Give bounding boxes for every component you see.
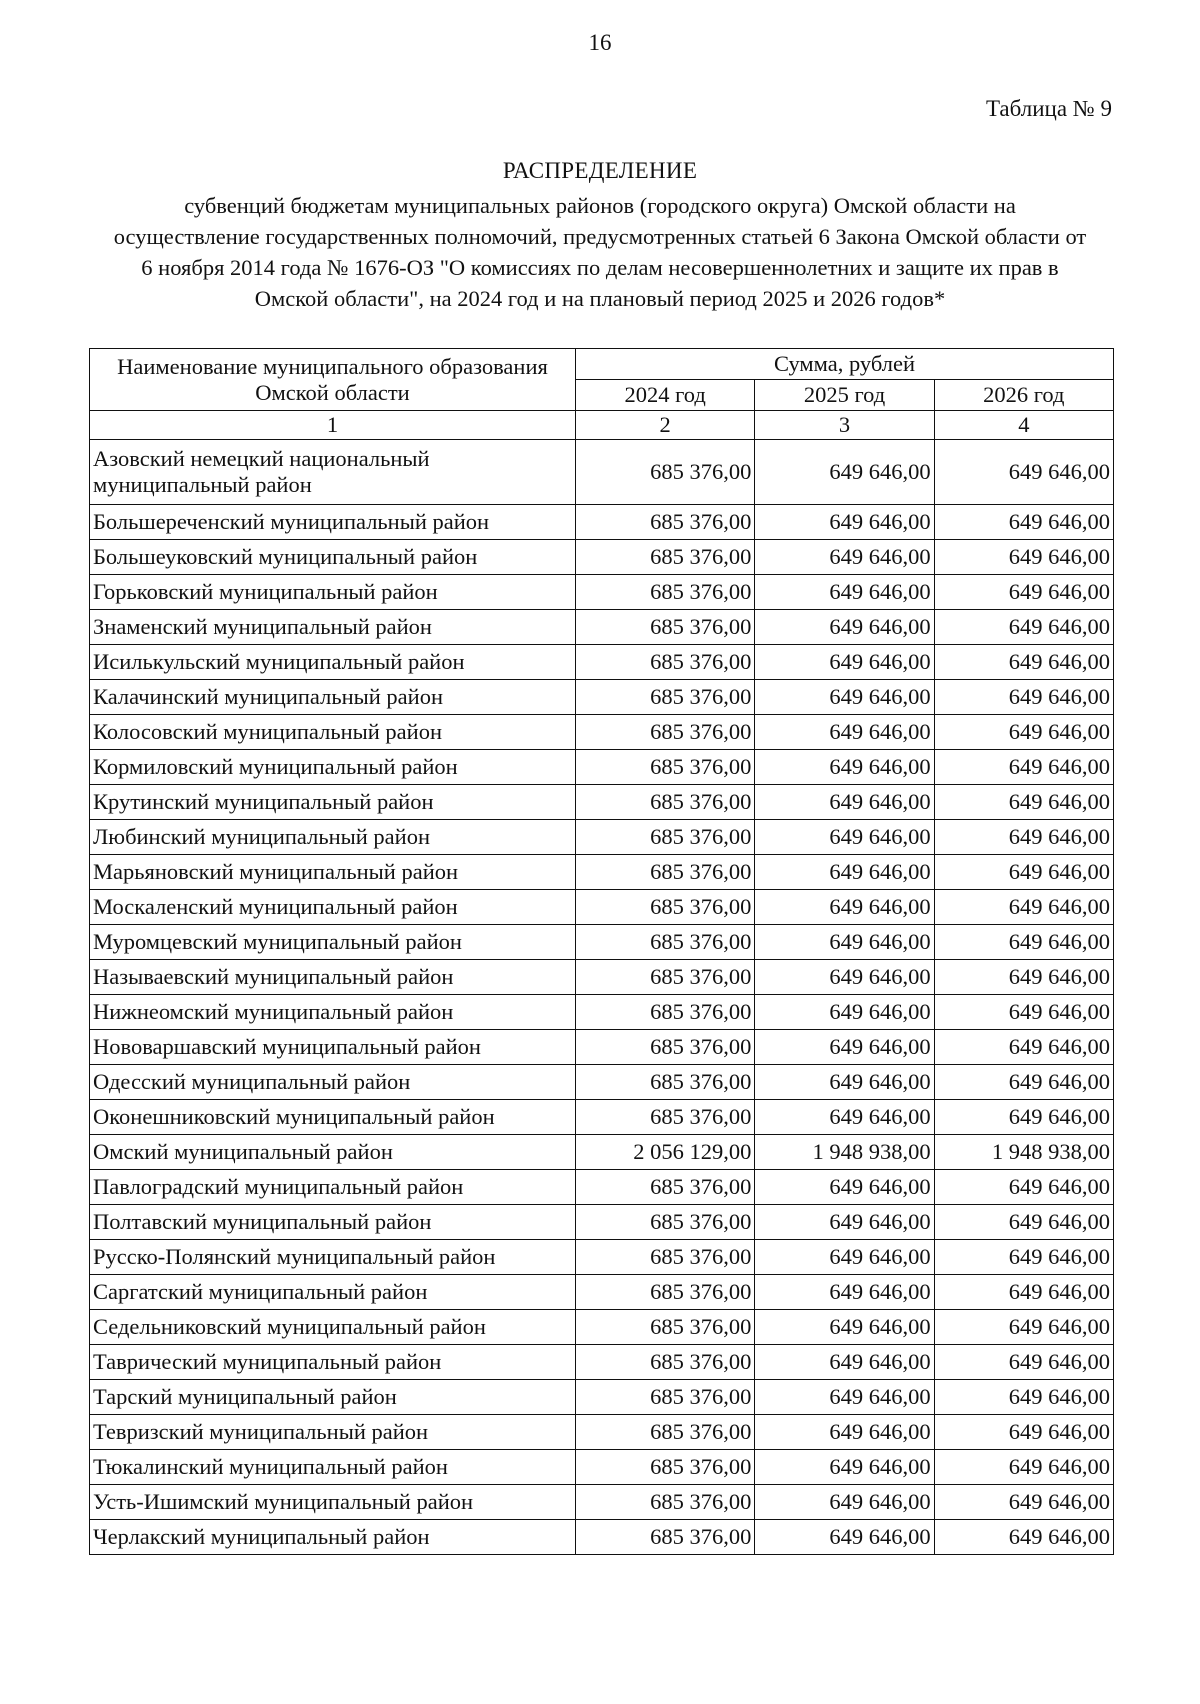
table-row xyxy=(90,1240,1114,1275)
amount-2026-cell: 649 646,00 xyxy=(934,505,1113,540)
municipality-name-cell: Саргатский муниципальный район xyxy=(90,1275,576,1310)
table-row xyxy=(90,440,1114,505)
amount-2026-cell: 1 948 938,00 xyxy=(934,1135,1113,1170)
amount-2024-cell: 685 376,00 xyxy=(576,575,755,610)
table-row xyxy=(90,1065,1114,1100)
amount-2024-cell: 685 376,00 xyxy=(576,1065,755,1100)
amount-2025-cell: 649 646,00 xyxy=(755,645,934,680)
header-index-2: 2 xyxy=(576,411,755,440)
amount-2024-cell: 685 376,00 xyxy=(576,680,755,715)
amount-2026-cell: 649 646,00 xyxy=(934,575,1113,610)
amount-2025-cell: 649 646,00 xyxy=(755,1485,934,1520)
amount-2024-cell: 685 376,00 xyxy=(576,1240,755,1275)
amount-2024-cell: 685 376,00 xyxy=(576,1415,755,1450)
municipality-name-cell: Кормиловский муниципальный район xyxy=(90,750,576,785)
table-row xyxy=(90,785,1114,820)
table-row xyxy=(90,1310,1114,1345)
amount-2026-cell: 649 646,00 xyxy=(934,1450,1113,1485)
amount-2025-cell: 649 646,00 xyxy=(755,1380,934,1415)
municipality-name-cell: Исилькульский муниципальный район xyxy=(90,645,576,680)
amount-2026-cell: 649 646,00 xyxy=(934,1100,1113,1135)
header-year-2024: 2024 год xyxy=(576,380,755,411)
amount-2024-cell: 685 376,00 xyxy=(576,1205,755,1240)
municipality-name-cell: Азовский немецкий национальный муниципальный район xyxy=(90,440,576,505)
municipality-name-cell: Тарский муниципальный район xyxy=(90,1380,576,1415)
amount-2026-cell: 649 646,00 xyxy=(934,785,1113,820)
table-row xyxy=(90,575,1114,610)
amount-2024-cell: 685 376,00 xyxy=(576,505,755,540)
amount-2026-cell: 649 646,00 xyxy=(934,1065,1113,1100)
amount-2025-cell: 649 646,00 xyxy=(755,1100,934,1135)
amount-2024-cell: 685 376,00 xyxy=(576,785,755,820)
amount-2025-cell: 649 646,00 xyxy=(755,785,934,820)
table-header xyxy=(90,349,1114,440)
municipality-name-cell: Муромцевский муниципальный район xyxy=(90,925,576,960)
amount-2026-cell: 649 646,00 xyxy=(934,925,1113,960)
amount-2026-cell: 649 646,00 xyxy=(934,995,1113,1030)
amount-2025-cell: 649 646,00 xyxy=(755,960,934,995)
amount-2024-cell: 685 376,00 xyxy=(576,1380,755,1415)
amount-2025-cell: 649 646,00 xyxy=(755,680,934,715)
amount-2024-cell: 685 376,00 xyxy=(576,995,755,1030)
table-row xyxy=(90,995,1114,1030)
municipality-name-cell: Седельниковский муниципальный район xyxy=(90,1310,576,1345)
table-row xyxy=(90,1135,1114,1170)
amount-2025-cell: 649 646,00 xyxy=(755,540,934,575)
amount-2026-cell: 649 646,00 xyxy=(934,1205,1113,1240)
amount-2026-cell: 649 646,00 xyxy=(934,440,1113,505)
amount-2025-cell: 1 948 938,00 xyxy=(755,1135,934,1170)
amount-2026-cell: 649 646,00 xyxy=(934,1240,1113,1275)
amount-2025-cell: 649 646,00 xyxy=(755,1415,934,1450)
amount-2026-cell: 649 646,00 xyxy=(934,680,1113,715)
amount-2024-cell: 685 376,00 xyxy=(576,645,755,680)
amount-2025-cell: 649 646,00 xyxy=(755,855,934,890)
table-row xyxy=(90,960,1114,995)
table-row xyxy=(90,925,1114,960)
amount-2024-cell: 685 376,00 xyxy=(576,750,755,785)
municipality-name-cell: Нововаршавский муниципальный район xyxy=(90,1030,576,1065)
amount-2025-cell: 649 646,00 xyxy=(755,1520,934,1555)
amount-2024-cell: 685 376,00 xyxy=(576,1310,755,1345)
municipality-name-cell: Большеуковский муниципальный район xyxy=(90,540,576,575)
header-index-3: 3 xyxy=(755,411,934,440)
amount-2026-cell: 649 646,00 xyxy=(934,855,1113,890)
header-year-2025: 2025 год xyxy=(755,380,934,411)
table-body xyxy=(90,440,1114,1555)
municipality-name-cell: Усть-Ишимский муниципальный район xyxy=(90,1485,576,1520)
amount-2024-cell: 685 376,00 xyxy=(576,1345,755,1380)
amount-2026-cell: 649 646,00 xyxy=(934,750,1113,785)
amount-2024-cell: 685 376,00 xyxy=(576,440,755,505)
document-title: РАСПРЕДЕЛЕНИЕ xyxy=(502,158,698,183)
municipality-name-cell: Любинский муниципальный район xyxy=(90,820,576,855)
header-sum-group: Сумма, рублей xyxy=(576,349,1114,380)
amount-2025-cell: 649 646,00 xyxy=(755,610,934,645)
page-number: 16 xyxy=(588,30,612,55)
amount-2024-cell: 685 376,00 xyxy=(576,715,755,750)
table-row xyxy=(90,645,1114,680)
amount-2025-cell: 649 646,00 xyxy=(755,715,934,750)
amount-2025-cell: 649 646,00 xyxy=(755,1240,934,1275)
document-subtitle: субвенций бюджетам муниципальных районов (городского округа) Омской области на осуществление государственных полномочий, предусмотренных статьей 6 Закона Омской области от 6 ноября 2014 года № 1676-ОЗ "О комиссиях по делам несовершеннолетних и защите их прав в Омской области", на 2024 год и на плановый период 2025 и 2026 годов* xyxy=(113,193,1087,311)
amount-2026-cell: 649 646,00 xyxy=(934,1485,1113,1520)
table-row xyxy=(90,1275,1114,1310)
amount-2026-cell: 649 646,00 xyxy=(934,1380,1113,1415)
amount-2026-cell: 649 646,00 xyxy=(934,715,1113,750)
amount-2024-cell: 685 376,00 xyxy=(576,540,755,575)
municipality-name-cell: Таврический муниципальный район xyxy=(90,1345,576,1380)
amount-2026-cell: 649 646,00 xyxy=(934,610,1113,645)
municipality-name-cell: Колосовский муниципальный район xyxy=(90,715,576,750)
amount-2024-cell: 685 376,00 xyxy=(576,1485,755,1520)
amount-2024-cell: 685 376,00 xyxy=(576,925,755,960)
municipality-name-cell: Омский муниципальный район xyxy=(90,1135,576,1170)
amount-2025-cell: 649 646,00 xyxy=(755,575,934,610)
table-row xyxy=(90,1030,1114,1065)
municipality-name-cell: Горьковский муниципальный район xyxy=(90,575,576,610)
amount-2026-cell: 649 646,00 xyxy=(934,1170,1113,1205)
municipality-name-cell: Тюкалинский муниципальный район xyxy=(90,1450,576,1485)
table-row xyxy=(90,1485,1114,1520)
amount-2025-cell: 649 646,00 xyxy=(755,1170,934,1205)
municipality-name-cell: Полтавский муниципальный район xyxy=(90,1205,576,1240)
table-row xyxy=(90,1520,1114,1555)
header-year-2026: 2026 год xyxy=(934,380,1113,411)
table-row xyxy=(90,505,1114,540)
amount-2026-cell: 649 646,00 xyxy=(934,1415,1113,1450)
amount-2024-cell: 685 376,00 xyxy=(576,1170,755,1205)
table-row xyxy=(90,750,1114,785)
amount-2026-cell: 649 646,00 xyxy=(934,1520,1113,1555)
municipality-name-cell: Называевский муниципальный район xyxy=(90,960,576,995)
municipality-name-cell: Большереченский муниципальный район xyxy=(90,505,576,540)
amount-2025-cell: 649 646,00 xyxy=(755,1065,934,1100)
amount-2026-cell: 649 646,00 xyxy=(934,645,1113,680)
municipality-name-cell: Крутинский муниципальный район xyxy=(90,785,576,820)
header-index-4: 4 xyxy=(934,411,1113,440)
distribution-table xyxy=(89,348,1114,1555)
amount-2025-cell: 649 646,00 xyxy=(755,750,934,785)
table-row xyxy=(90,1380,1114,1415)
table-row xyxy=(90,715,1114,750)
header-index-1: 1 xyxy=(90,411,576,440)
amount-2026-cell: 649 646,00 xyxy=(934,540,1113,575)
amount-2025-cell: 649 646,00 xyxy=(755,890,934,925)
amount-2025-cell: 649 646,00 xyxy=(755,820,934,855)
table-row xyxy=(90,1415,1114,1450)
amount-2024-cell: 685 376,00 xyxy=(576,1030,755,1065)
amount-2024-cell: 685 376,00 xyxy=(576,610,755,645)
table-row xyxy=(90,1170,1114,1205)
municipality-name-cell: Одесский муниципальный район xyxy=(90,1065,576,1100)
amount-2025-cell: 649 646,00 xyxy=(755,1030,934,1065)
table-row xyxy=(90,680,1114,715)
amount-2025-cell: 649 646,00 xyxy=(755,1310,934,1345)
amount-2025-cell: 649 646,00 xyxy=(755,1275,934,1310)
table-row xyxy=(90,1205,1114,1240)
municipality-name-cell: Москаленский муниципальный район xyxy=(90,890,576,925)
amount-2024-cell: 685 376,00 xyxy=(576,960,755,995)
amount-2024-cell: 685 376,00 xyxy=(576,820,755,855)
table-row xyxy=(90,820,1114,855)
amount-2026-cell: 649 646,00 xyxy=(934,820,1113,855)
municipality-name-cell: Знаменский муниципальный район xyxy=(90,610,576,645)
amount-2025-cell: 649 646,00 xyxy=(755,925,934,960)
amount-2024-cell: 685 376,00 xyxy=(576,855,755,890)
table-row xyxy=(90,890,1114,925)
amount-2024-cell: 685 376,00 xyxy=(576,1100,755,1135)
amount-2025-cell: 649 646,00 xyxy=(755,1345,934,1380)
amount-2025-cell: 649 646,00 xyxy=(755,1205,934,1240)
amount-2025-cell: 649 646,00 xyxy=(755,995,934,1030)
amount-2026-cell: 649 646,00 xyxy=(934,890,1113,925)
amount-2024-cell: 685 376,00 xyxy=(576,1275,755,1310)
amount-2026-cell: 649 646,00 xyxy=(934,1275,1113,1310)
amount-2026-cell: 649 646,00 xyxy=(934,960,1113,995)
municipality-name-cell: Оконешниковский муниципальный район xyxy=(90,1100,576,1135)
table-row xyxy=(90,610,1114,645)
amount-2026-cell: 649 646,00 xyxy=(934,1310,1113,1345)
amount-2024-cell: 685 376,00 xyxy=(576,1450,755,1485)
amount-2025-cell: 649 646,00 xyxy=(755,505,934,540)
table-row xyxy=(90,855,1114,890)
amount-2025-cell: 649 646,00 xyxy=(755,1450,934,1485)
table-row xyxy=(90,1100,1114,1135)
amount-2026-cell: 649 646,00 xyxy=(934,1030,1113,1065)
table-row xyxy=(90,1345,1114,1380)
table-row xyxy=(90,1450,1114,1485)
municipality-name-cell: Тевризский муниципальный район xyxy=(90,1415,576,1450)
municipality-name-cell: Павлоградский муниципальный район xyxy=(90,1170,576,1205)
amount-2024-cell: 2 056 129,00 xyxy=(576,1135,755,1170)
amount-2025-cell: 649 646,00 xyxy=(755,440,934,505)
municipality-name-cell: Нижнеомский муниципальный район xyxy=(90,995,576,1030)
table-label: Таблица № 9 xyxy=(985,96,1112,121)
municipality-name-cell: Калачинский муниципальный район xyxy=(90,680,576,715)
amount-2024-cell: 685 376,00 xyxy=(576,890,755,925)
amount-2026-cell: 649 646,00 xyxy=(934,1345,1113,1380)
amount-2024-cell: 685 376,00 xyxy=(576,1520,755,1555)
header-municipality-name: Наименование муниципального образования Омской области xyxy=(90,349,576,411)
municipality-name-cell: Марьяновский муниципальный район xyxy=(90,855,576,890)
table-row xyxy=(90,540,1114,575)
municipality-name-cell: Черлакский муниципальный район xyxy=(90,1520,576,1555)
municipality-name-cell: Русско-Полянский муниципальный район xyxy=(90,1240,576,1275)
